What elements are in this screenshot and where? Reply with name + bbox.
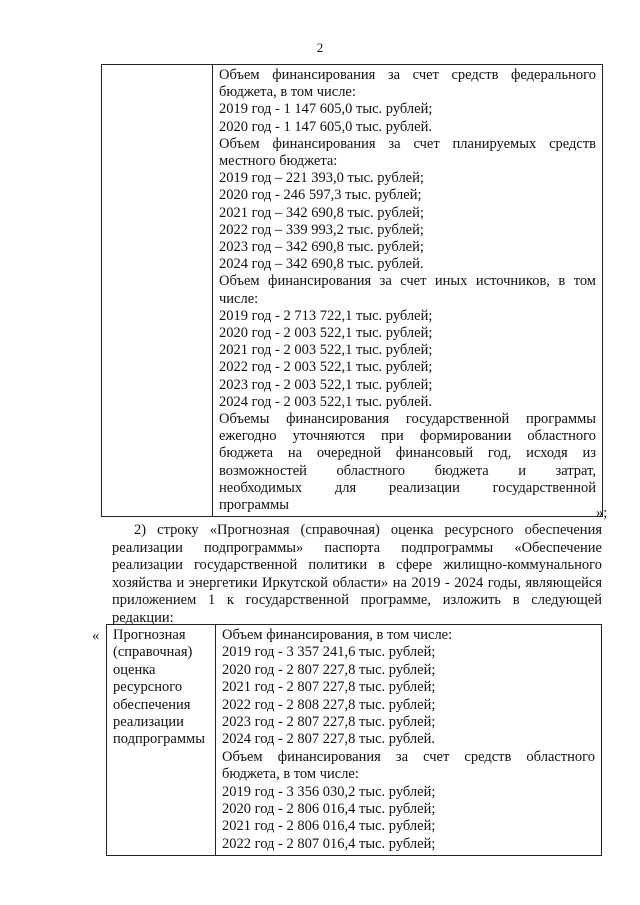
paragraph-line: хозяйства и энергетики Иркутской области» на 2019 - 2024 годы, являющейся <box>112 574 602 591</box>
table-line: 2023 год - 2 807 227,8 тыс. рублей; <box>222 714 436 731</box>
closing-quote: »; <box>596 505 608 521</box>
table-line: Объем финансирования за счет средств областного <box>222 748 595 765</box>
table-line: 2020 год - 1 147 605,0 тыс. рублей. <box>219 118 432 135</box>
table-line: 2024 год – 342 690,8 тыс. рублей. <box>219 256 424 273</box>
table-line: 2023 год – 342 690,8 тыс. рублей; <box>219 239 424 256</box>
table-line: 2019 год - 3 357 241,6 тыс. рублей; <box>222 644 436 661</box>
table-line: 2021 год - 2 806 016,4 тыс. рублей; <box>222 818 436 835</box>
table-label-cell-empty <box>102 65 213 517</box>
table-line: Объем финансирования за счет планируемых средств <box>219 135 596 152</box>
table-line: Объемы финансирования государственной программы <box>219 411 596 428</box>
table-line: 2022 год – 339 993,2 тыс. рублей; <box>219 221 424 238</box>
table-line: бюджета, в том числе: <box>222 766 359 783</box>
table-line: 2019 год – 221 393,0 тыс. рублей; <box>219 170 424 187</box>
table-line: 2022 год - 2 807 016,4 тыс. рублей; <box>222 835 436 852</box>
table-line: числе: <box>219 290 259 307</box>
table-line: 2020 год - 2 807 227,8 тыс. рублей; <box>222 661 436 678</box>
table-line: 2019 год - 1 147 605,0 тыс. рублей; <box>219 101 433 118</box>
paragraph-line: реализации подпрограммы» паспорта подпрограммы «Обеспечение <box>112 539 602 556</box>
table-line: 2019 год - 3 356 030,2 тыс. рублей; <box>222 783 436 800</box>
table-line: необходимых для реализации государственной <box>219 479 596 496</box>
table-line: 2022 год - 2 003 522,1 тыс. рублей; <box>219 359 433 376</box>
table-line: 2022 год - 2 808 227,8 тыс. рублей; <box>222 696 436 713</box>
table-line: 2021 год – 342 690,8 тыс. рублей; <box>219 204 424 221</box>
paragraph-line: реализации государственной политики в сфере жилищно-коммунального <box>112 557 602 573</box>
table-line: 2021 год - 2 807 227,8 тыс. рублей; <box>222 679 436 696</box>
table-line: 2020 год - 246 597,3 тыс. рублей; <box>219 187 422 204</box>
table-line: Объем финансирования за счет средств федерального <box>219 67 596 83</box>
table-line: ежегодно уточняются при формировании областного <box>219 428 596 445</box>
table-line: 2024 год - 2 807 227,8 тыс. рублей. <box>222 731 435 748</box>
paragraph-line: 2) строку «Прогнозная (справочная) оценка ресурсного обеспечения <box>134 522 602 538</box>
paragraph-line: приложением 1 к государственной программе, изложить в следующей <box>112 592 602 608</box>
paragraph-line: редакции: <box>112 609 174 626</box>
amendment-paragraph <box>112 522 602 627</box>
table-line: Объем финансирования за счет иных источников, в том <box>219 273 596 290</box>
table-label-cell: Прогнозная (справочная) оценка ресурсного обеспечения реализации подпрограммы <box>107 625 216 856</box>
table-line: бюджета, в том числе: <box>219 84 356 101</box>
funding-table-top <box>101 64 603 517</box>
table-line: местного бюджета: <box>219 153 338 170</box>
table-line: Объем финансирования, в том числе: <box>222 627 453 643</box>
table-line: 2024 год - 2 003 522,1 тыс. рублей. <box>219 393 432 410</box>
table-content-cell <box>213 65 603 517</box>
table-line: 2021 год - 2 003 522,1 тыс. рублей; <box>219 342 433 359</box>
table-line: 2019 год - 2 713 722,1 тыс. рублей; <box>219 307 433 324</box>
funding-table-bottom <box>106 624 602 856</box>
opening-quote: « <box>92 628 100 644</box>
table-line: программы <box>219 497 289 514</box>
table-line: бюджета на очередной финансовый год, исходя из <box>219 445 596 462</box>
table-line: возможностей областного бюджета и затрат, <box>219 462 596 479</box>
page-number: 2 <box>316 40 324 55</box>
table-line: 2020 год - 2 003 522,1 тыс. рублей; <box>219 325 433 342</box>
table-line: 2023 год - 2 003 522,1 тыс. рублей; <box>219 376 433 393</box>
table-line: 2020 год - 2 806 016,4 тыс. рублей; <box>222 801 436 818</box>
table-content-cell <box>216 625 602 856</box>
